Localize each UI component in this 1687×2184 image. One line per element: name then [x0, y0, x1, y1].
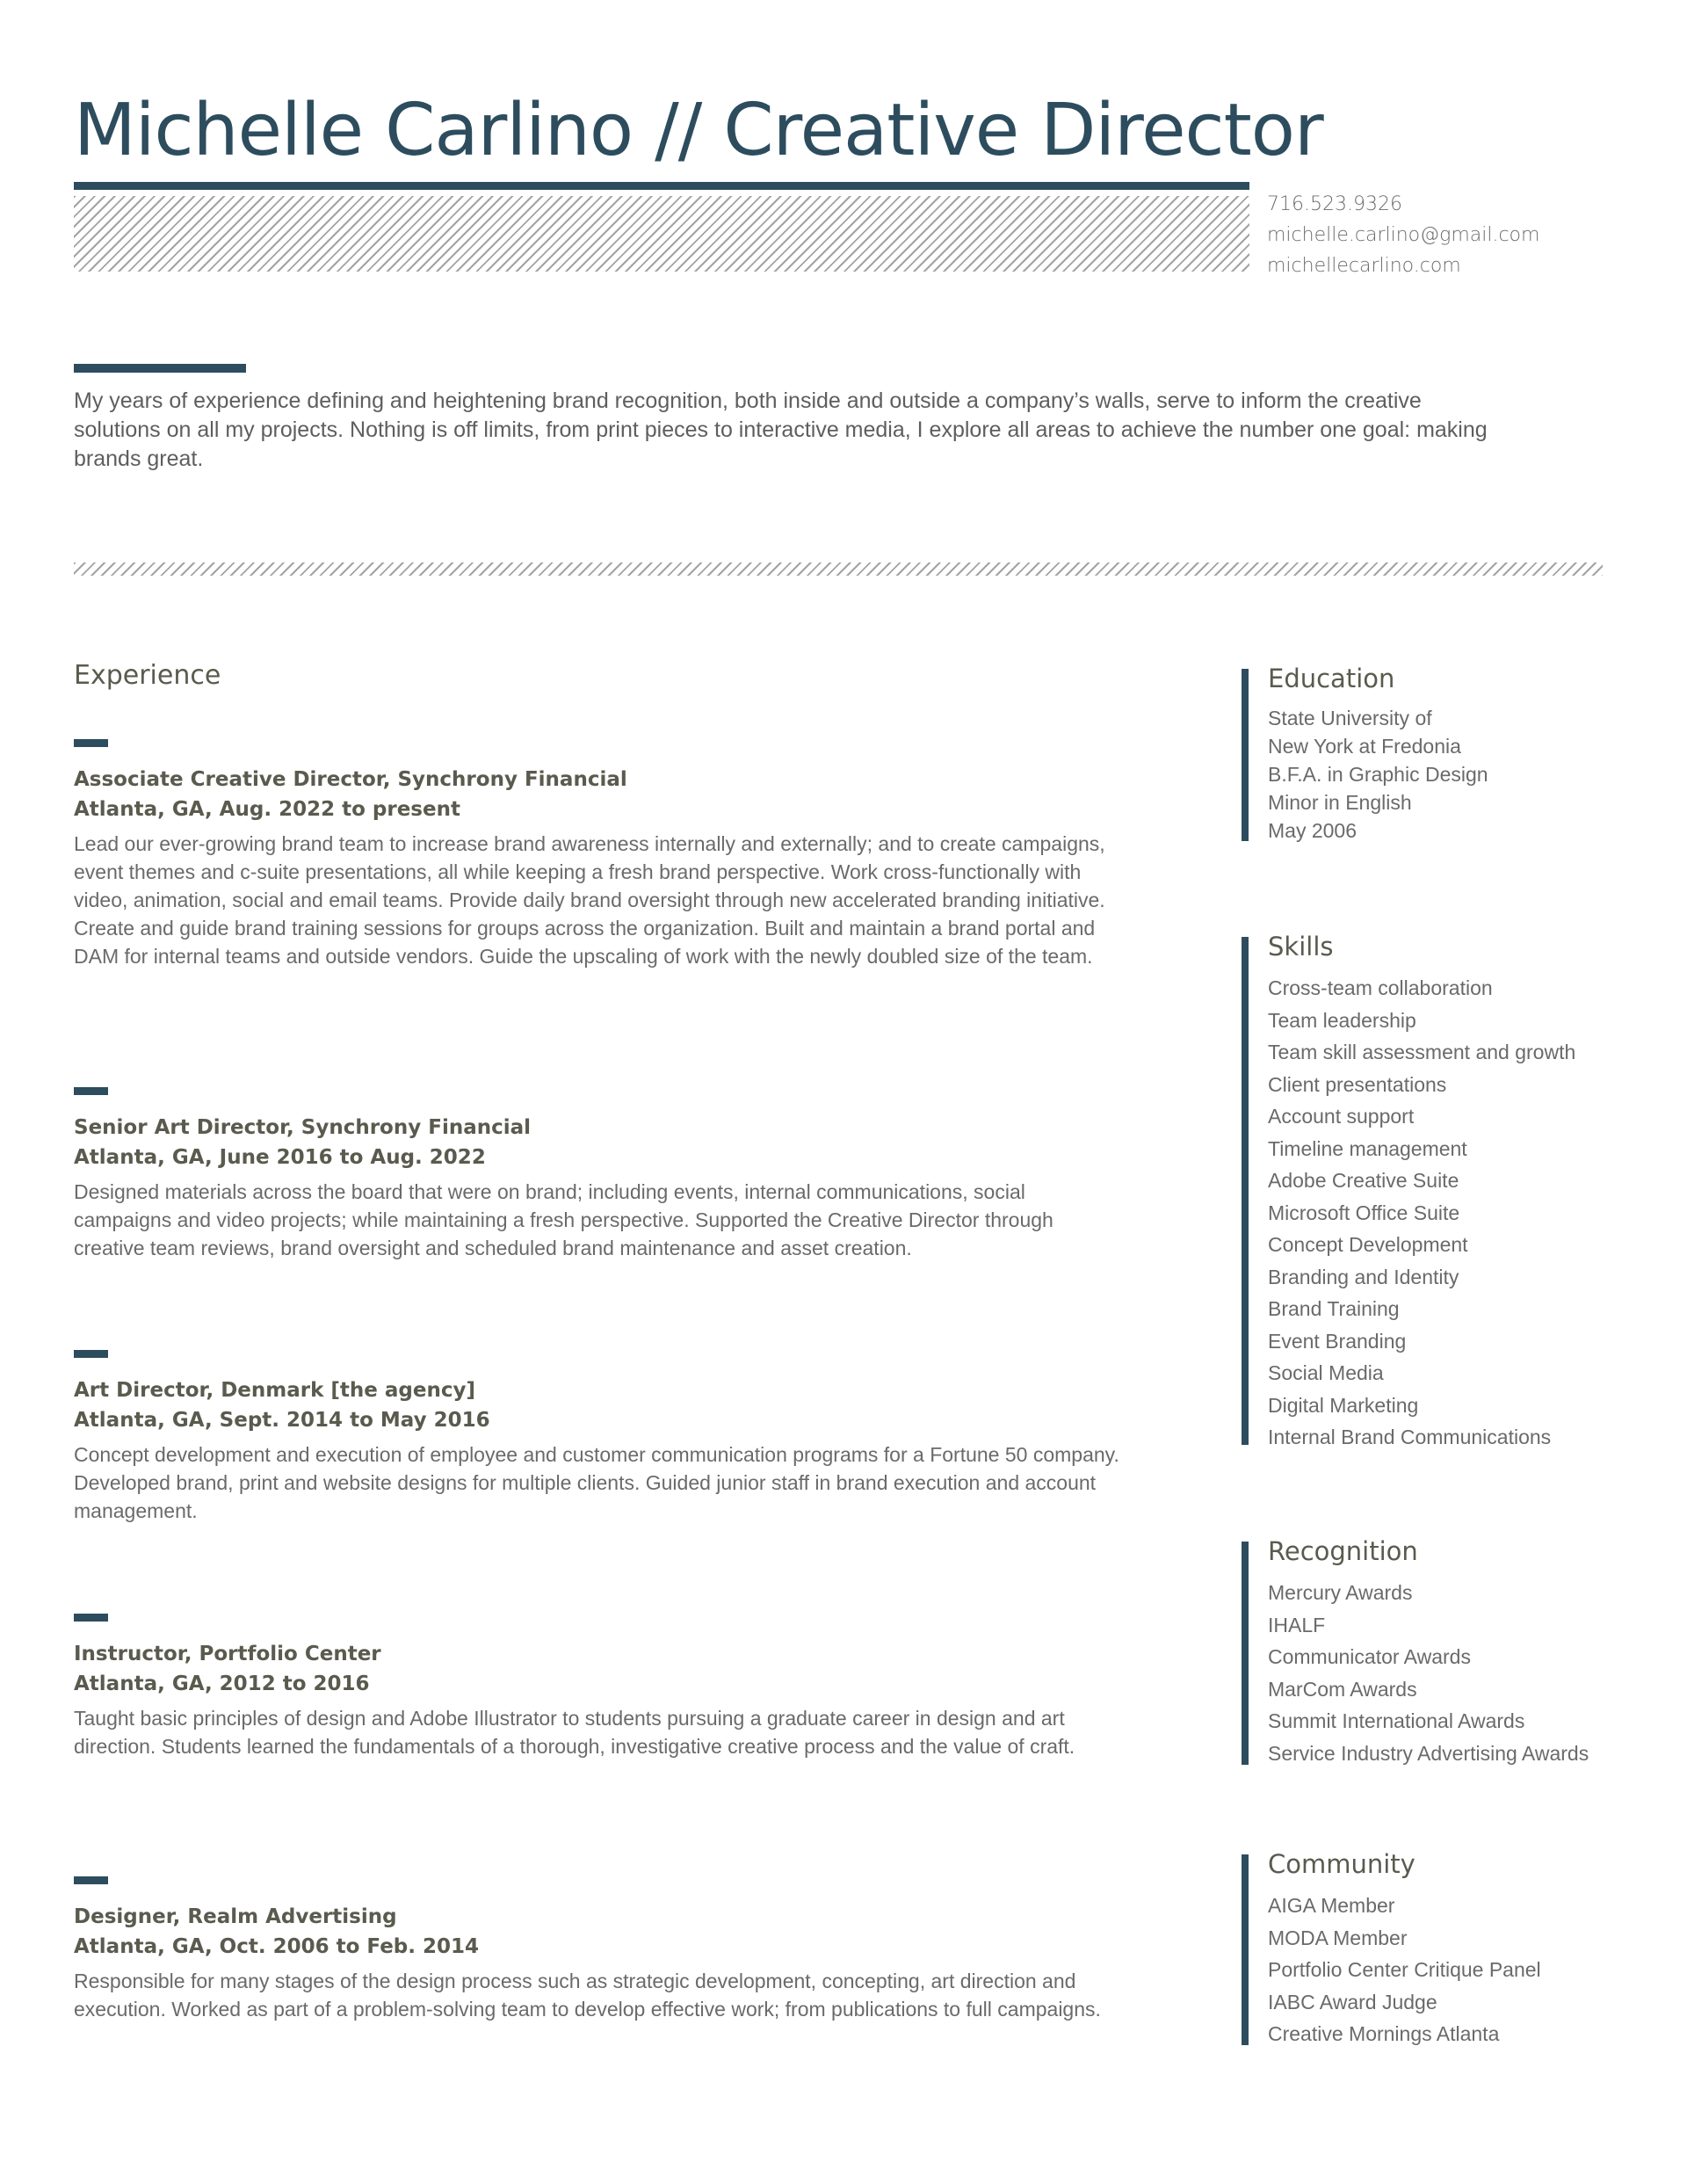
page-title: Michelle Carlino // Creative Director [74, 89, 1323, 172]
summary-accent-bar [74, 364, 246, 373]
recognition-item: IHALF [1268, 1613, 1326, 1636]
skill-item: Team skill assessment and growth [1268, 1041, 1576, 1063]
job-location-dates: Atlanta, GA, June 2016 to Aug. 2022 [74, 1146, 486, 1169]
skills-section [1242, 932, 1576, 1448]
job-description: Taught basic principles of design and Adobe Illustrator to students pursuing a graduate career in design and art direction. Students learned the fundamentals of a thorough, investigative creative process and the value of craft. [74, 1707, 1075, 1758]
recognition-list [1268, 1577, 1589, 1769]
header-hatch-pattern [74, 196, 1249, 272]
job-accent-mark [74, 739, 108, 747]
community-heading: Community [1268, 1849, 1415, 1879]
education-section [1242, 664, 1488, 842]
title-underline-rule [74, 182, 1249, 190]
skill-item: Social Media [1268, 1361, 1384, 1384]
skill-item: Team leadership [1268, 1008, 1416, 1032]
skill-item: Brand Training [1268, 1297, 1400, 1320]
job-accent-mark [74, 1087, 108, 1095]
contact-phone: 716.523.9326 [1267, 193, 1402, 215]
skill-item: Cross-team collaboration [1268, 976, 1493, 999]
skills-list [1268, 972, 1575, 1454]
job-accent-mark [74, 1614, 108, 1622]
community-item: IABC Award Judge [1268, 1990, 1437, 2013]
community-section [1242, 1849, 1541, 2045]
job-accent-mark [74, 1350, 108, 1358]
education-line: New York at Fredonia [1268, 735, 1461, 758]
job-description: Responsible for many stages of the design process such as strategic development, concepting, art direction and execution. Worked as part of a problem-solving team to develop effective work; from publications to full campaigns. [74, 1970, 1101, 2021]
education-list [1268, 704, 1488, 845]
skill-item: Account support [1268, 1105, 1415, 1128]
job-location-dates: Atlanta, GA, Aug. 2022 to present [74, 798, 460, 821]
recognition-heading: Recognition [1268, 1536, 1418, 1566]
skill-item: Concept Development [1268, 1233, 1468, 1256]
job-description: Concept development and execution of employee and customer communication programs for a Fortune 50 company. Developed brand, print and website designs for multiple clients. Guided junior staff in brand execution and account management. [74, 1443, 1119, 1522]
community-item: MODA Member [1268, 1926, 1408, 1949]
skill-item: Client presentations [1268, 1072, 1447, 1096]
job-entry [74, 1087, 1128, 1262]
community-item: AIGA Member [1268, 1894, 1395, 1917]
job-location-dates: Atlanta, GA, Oct. 2006 to Feb. 2014 [74, 1935, 480, 1958]
education-line: May 2006 [1268, 819, 1358, 842]
community-list [1268, 1890, 1541, 2050]
job-location-dates: Atlanta, GA, 2012 to 2016 [74, 1672, 370, 1695]
job-description: Designed materials across the board that were on brand; including events, internal communications, social campaigns and video projects; while maintaining a fresh perspective. Supported the Creative Director through creative team reviews, brand oversight and scheduled brand maintenance and asset creation. [74, 1180, 1053, 1259]
skill-item: Event Branding [1268, 1329, 1407, 1353]
experience-heading: Experience [74, 660, 221, 691]
recognition-item: Communicator Awards [1268, 1645, 1471, 1668]
contact-email: michelle.carlino@gmail.com [1267, 224, 1540, 246]
contact-block [1267, 189, 1539, 281]
skill-item: Timeline management [1268, 1136, 1467, 1160]
education-line: Minor in English [1268, 791, 1412, 814]
job-title: Designer, Realm Advertising [74, 1905, 397, 1928]
skill-item: Digital Marketing [1268, 1393, 1419, 1417]
contact-website: michellecarlino.com [1267, 255, 1461, 277]
community-item: Portfolio Center Critique Panel [1268, 1958, 1541, 1981]
recognition-item: MarCom Awards [1268, 1677, 1417, 1701]
job-entry [74, 1614, 1128, 1760]
job-entry [74, 1350, 1128, 1525]
education-line: B.F.A. in Graphic Design [1268, 763, 1488, 786]
job-entry [74, 1876, 1128, 2023]
education-heading: Education [1268, 664, 1395, 693]
job-title: Art Director, Denmark [the agency] [74, 1379, 475, 1402]
community-item: Creative Mornings Atlanta [1268, 2022, 1500, 2045]
job-title: Senior Art Director, Synchrony Financial [74, 1116, 532, 1139]
job-title: Instructor, Portfolio Center [74, 1643, 381, 1665]
job-accent-mark [74, 1876, 108, 1884]
summary-text: My years of experience defining and heightening brand recognition, both inside and outside a company’s walls, serve to inform the creative solutions on all my projects. Nothing is off limits, from print pieces to interactive media, I explore all areas to achieve the number one goal: making brands great. [74, 388, 1488, 471]
recognition-item: Service Industry Advertising Awards [1268, 1741, 1589, 1765]
job-title: Associate Creative Director, Synchrony Financial [74, 768, 627, 791]
job-description: Lead our ever-growing brand team to increase brand awareness internally and externally; and to create campaigns, event themes and c-suite presentations, all while keeping a fresh brand perspective. Work cross-functionally with video, animation, social and email teams. Provide daily brand oversight through new accelerated branding initiative. Create and guide brand training sessions for groups across the organization. Built and maintain a brand portal and DAM for internal teams and outside vendors. Guide the upscaling of work with the newly doubled size of the team. [74, 832, 1105, 968]
recognition-section [1242, 1536, 1589, 1765]
skill-item: Adobe Creative Suite [1268, 1169, 1459, 1192]
skill-item: Internal Brand Communications [1268, 1426, 1552, 1448]
skill-item: Microsoft Office Suite [1268, 1201, 1460, 1224]
job-location-dates: Atlanta, GA, Sept. 2014 to May 2016 [74, 1409, 490, 1432]
education-line: State University of [1268, 707, 1432, 729]
recognition-item: Mercury Awards [1268, 1581, 1413, 1604]
skill-item: Branding and Identity [1268, 1265, 1459, 1288]
job-entry [74, 739, 1128, 970]
skills-heading: Skills [1268, 932, 1334, 961]
section-divider-hatch [74, 562, 1603, 576]
recognition-item: Summit International Awards [1268, 1709, 1525, 1732]
